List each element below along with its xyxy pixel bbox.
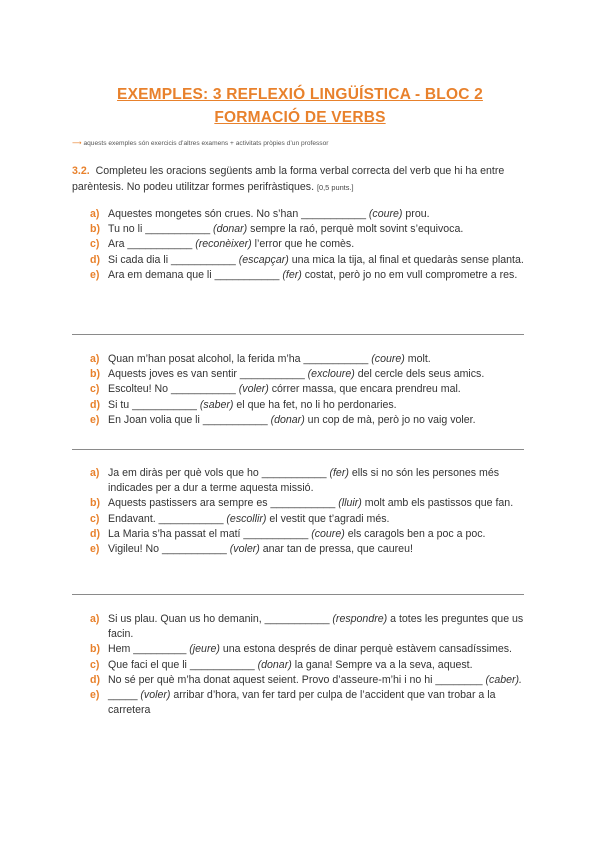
item-text: Ara em demana que li ___________ xyxy=(108,268,283,281)
item-verb: (coure) xyxy=(368,208,403,220)
item-verb: (caber). xyxy=(485,673,522,686)
exercise-number: 3.2. xyxy=(72,165,90,177)
exercise-item xyxy=(90,237,526,252)
item-verb: (lluir) xyxy=(338,497,362,510)
item-letter: a) xyxy=(90,353,100,365)
item-letter: e) xyxy=(90,268,100,281)
item-text: Aquestes mongetes són crues. No s’han ___________ xyxy=(108,208,369,220)
item-text: Hem _________ xyxy=(108,643,190,656)
exercise-item xyxy=(90,673,526,688)
item-letter: e) xyxy=(90,413,100,426)
item-letter: c) xyxy=(90,512,100,525)
exercise-item xyxy=(90,542,526,557)
item-text: Que faci el que li ___________ xyxy=(108,658,258,671)
item-text: Quan m’han posat alcohol, la ferida m’ha ___________ xyxy=(108,353,372,365)
exercise-block-3 xyxy=(90,466,526,557)
item-letter: c) xyxy=(90,383,100,396)
item-text: Aquests pastissers ara sempre es ___________ xyxy=(108,497,339,510)
item-letter: a) xyxy=(90,613,100,625)
item-verb: (fer) xyxy=(282,268,302,281)
exercise-item xyxy=(90,367,526,382)
item-text: La Maria s’ha passat el matí ___________ xyxy=(108,527,312,540)
item-letter: d) xyxy=(90,527,100,540)
exercise-item xyxy=(90,253,526,268)
item-verb: (voler) xyxy=(140,689,171,702)
item-text: Si tu ___________ xyxy=(108,398,200,411)
item-text: Tu no li ___________ xyxy=(108,223,214,236)
item-letter: a) xyxy=(90,467,100,479)
page-title: EXEMPLES: 3 REFLEXIÓ LINGÜÍSTICA - BLOC 2 xyxy=(117,86,483,103)
exercise-item xyxy=(90,658,526,673)
exercise-item xyxy=(90,268,526,283)
item-text-end: el vestit que t’agradi més. xyxy=(266,512,390,525)
item-text-end: prou. xyxy=(402,208,430,220)
item-verb: (donar) xyxy=(213,223,248,236)
item-verb: (donar) xyxy=(257,658,292,671)
item-text-end: anar tan de pressa, que caureu! xyxy=(259,543,413,556)
item-letter: b) xyxy=(90,223,100,236)
section-divider xyxy=(72,334,524,335)
item-text-end: córrer massa, que encara prendreu mal. xyxy=(268,383,461,396)
item-text: En Joan volia que li ___________ xyxy=(108,413,271,426)
exercise-item xyxy=(90,512,526,527)
source-note-text: aquests exemples són exercicis d’altres examens + activitats pròpies d’un professor xyxy=(83,140,329,147)
item-text: Escolteu! No ___________ xyxy=(108,383,239,396)
item-text-end: a totes les preguntes que us facin. xyxy=(108,613,524,641)
item-letter: e) xyxy=(90,543,100,556)
item-text: Si us plau. Quan us ho demanin, ___________ xyxy=(108,613,333,625)
item-letter: c) xyxy=(90,238,100,251)
item-text: Vigileu! No ___________ xyxy=(108,543,230,556)
item-letter: e) xyxy=(90,689,100,702)
arrow-icon: ⟶ xyxy=(72,140,82,147)
exercise-block-4 xyxy=(90,612,526,718)
exercise-item xyxy=(90,382,526,397)
exercise-item xyxy=(90,642,526,657)
item-text: _____ xyxy=(108,689,141,702)
exercise-item xyxy=(90,398,526,413)
item-text-end: sempre la raó, perquè molt sovint s’equivoca. xyxy=(247,223,464,236)
item-letter: d) xyxy=(90,673,100,686)
section-divider xyxy=(72,594,524,595)
item-text-end: la gana! Sempre va a la seva, aquest. xyxy=(291,658,473,671)
exercise-item xyxy=(90,222,526,237)
item-verb: (reconèixer) xyxy=(195,238,252,251)
item-verb: (excloure) xyxy=(307,368,355,381)
exercise-item xyxy=(90,612,526,642)
item-verb: (escollir) xyxy=(226,512,267,525)
exercise-item xyxy=(90,527,526,542)
instruction-text: Completeu les oracions següents amb la forma verbal correcta del verb que hi ha entre parèntesis. No podeu utilitzar formes perifràstiques. xyxy=(72,165,505,193)
item-letter: a) xyxy=(90,208,100,220)
item-letter: b) xyxy=(90,643,100,656)
item-verb: (jeure) xyxy=(189,643,220,656)
item-verb: (voler) xyxy=(229,543,260,556)
item-text-end: una estona després de dinar perquè estàvem cansadíssimes. xyxy=(219,643,512,656)
item-text-end: una mica la tija, al final et quedaràs sense planta. xyxy=(288,253,524,266)
source-note xyxy=(72,139,328,147)
item-verb: (saber) xyxy=(199,398,234,411)
item-letter: b) xyxy=(90,368,100,381)
item-text: Endavant. ___________ xyxy=(108,512,227,525)
item-verb: (donar) xyxy=(270,413,305,426)
exercise-item xyxy=(90,413,526,428)
item-text: Si cada dia li ___________ xyxy=(108,253,239,266)
item-verb: (escapçar) xyxy=(238,253,289,266)
page-subtitle: FORMACIÓ DE VERBS xyxy=(214,109,386,126)
item-verb: (voler) xyxy=(238,383,269,396)
item-verb: (coure) xyxy=(371,353,405,365)
exercise-item xyxy=(90,207,526,222)
item-text-end: l’error que he comès. xyxy=(251,238,355,251)
exercise-item xyxy=(90,496,526,511)
exercise-instruction xyxy=(72,164,528,195)
exercise-item xyxy=(90,688,526,718)
item-text-end: del cercle dels seus amics. xyxy=(354,368,485,381)
points-label: [0,5 punts.] xyxy=(316,182,354,192)
item-verb: (fer) xyxy=(329,467,349,479)
item-verb: (coure) xyxy=(311,527,345,540)
item-text-end: molt. xyxy=(404,353,431,365)
section-divider xyxy=(72,449,524,450)
item-text-end: molt amb els pastissos que fan. xyxy=(361,497,514,510)
item-verb: (respondre) xyxy=(332,613,388,625)
item-text: Aquests joves es van sentir ___________ xyxy=(108,368,308,381)
exercise-block-1 xyxy=(90,207,526,283)
item-text-end: ells si no són les persones més indicades per a dur a terme aquesta missió. xyxy=(108,467,500,495)
item-text-end: arribar d’hora, van fer tard per culpa de l’accident que van trobar a la carretera xyxy=(108,689,496,717)
item-text: Ara ___________ xyxy=(108,238,196,251)
item-text-end: els caragols ben a poc a poc. xyxy=(344,527,486,540)
exercise-block-2 xyxy=(90,352,526,428)
exercise-item xyxy=(90,466,526,496)
item-letter: b) xyxy=(90,497,100,510)
exercise-item xyxy=(90,352,526,367)
item-letter: c) xyxy=(90,658,100,671)
item-text-end: el que ha fet, no li ho perdonaries. xyxy=(233,398,397,411)
item-letter: d) xyxy=(90,253,100,266)
item-text: No sé per què m’ha donat aquest seient. Provo d’asseure-m’hi i no hi ________ xyxy=(108,673,486,686)
item-text-end: un cop de mà, però jo no vaig voler. xyxy=(304,413,476,426)
item-letter: d) xyxy=(90,398,100,411)
item-text: Ja em diràs per què vols que ho ___________ xyxy=(108,467,330,479)
item-text-end: costat, però jo no em vull comprometre a res. xyxy=(301,268,518,281)
